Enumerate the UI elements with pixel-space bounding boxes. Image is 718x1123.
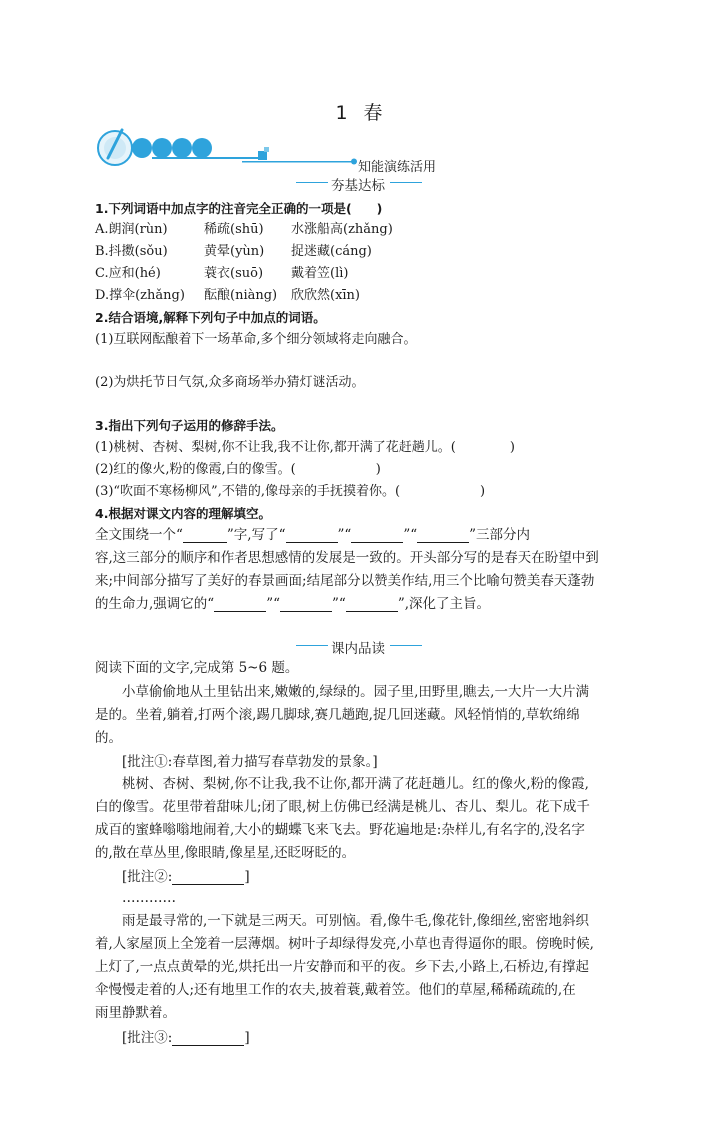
passage-line: 小草偷偷地从土里钻出来,嫩嫩的,绿绿的。园子里,田野里,瞧去,一大片一大片满 — [122, 684, 589, 700]
q2-item-2: (2)为烘托节日气氛,众多商场举办猜灯谜活动。 — [95, 375, 365, 390]
fill-blank[interactable] — [286, 529, 338, 543]
q2-item-1: (1)互联网酝酿着下一场革命,多个细分领域将走向融合。 — [95, 332, 417, 347]
passage-line: 伞慢慢走着的人;还有地里工作的农夫,披着蓑,戴着笠。他们的草屋,稀稀疏疏的,在 — [95, 982, 576, 998]
q4-stem: 4.根据对课文内容的理解填空。 — [95, 506, 271, 521]
q4-line-4: 的生命力,强调它的“ ”“ ”“ ”,深化了主旨。 — [95, 596, 491, 612]
q3-stem: 3.指出下列句子运用的修辞手法。 — [95, 418, 284, 433]
q3-item-3: (3)“吹面不寒杨柳风”,不错的,像母亲的手抚摸着你。( ) — [95, 484, 486, 499]
fill-blank[interactable] — [351, 529, 403, 543]
passage-line: 白的像雪。花里带着甜味儿;闭了眼,树上仿佛已经满是桃儿、杏儿、梨儿。花下成千 — [95, 799, 590, 815]
section-rule-right — [390, 182, 422, 183]
fill-blank[interactable] — [280, 598, 332, 612]
section-rule-left — [296, 645, 328, 646]
section-title-reading: 课内品读 — [331, 641, 385, 657]
passage-line: 是的。坐着,躺着,打两个滚,踢几脚球,赛几趟跑,捉几回迷藏。风轻悄悄的,草软绵绵 — [95, 707, 580, 723]
section-rule-right — [390, 645, 422, 646]
q2-stem: 2.结合语境,解释下列句子中加点的词语。 — [95, 310, 326, 325]
passage-line: 上灯了,一点点黄晕的光,烘托出一片安静而和平的夜。乡下去,小路上,石桥边,有撑起 — [95, 959, 589, 975]
annotation-2: [批注②: ] — [122, 869, 250, 885]
fill-blank[interactable] — [214, 598, 266, 612]
section-title-basics: 夯基达标 — [331, 178, 385, 194]
annotation-1: [批注①:春草图,着力描写春草勃发的景象。] — [122, 754, 378, 770]
annotation-blank[interactable] — [172, 1032, 244, 1046]
fill-blank[interactable] — [183, 529, 227, 543]
q1-stem: 1.下列词语中加点字的注音完全正确的一项是( ) — [95, 201, 383, 216]
passage-line: 雨是最寻常的,一下就是三两天。可别恼。看,像牛毛,像花针,像细丝,密密地斜织 — [122, 913, 589, 929]
lesson-name: 春 — [363, 102, 383, 124]
q4-line-1: 全文围绕一个“ ”字,写了“ ”“ ”“ ”三部分内 — [95, 527, 531, 543]
q4-line-2: 容,这三部分的顺序和作者思想感情的发展是一致的。开头部分写的是春天在盼望中到 — [95, 550, 599, 566]
ellipsis: ………… — [122, 890, 176, 906]
passage-line: 桃树、杏树、梨树,你不让我,我不让你,都开满了花赶趟儿。红的像火,粉的像霞, — [122, 776, 589, 792]
annotation-blank[interactable] — [172, 871, 244, 885]
passage-line: 的,散在草丛里,像眼睛,像星星,还眨呀眨的。 — [95, 845, 356, 861]
passage-line: 雨里静默着。 — [95, 1005, 176, 1021]
annotation-3: [批注③: ] — [122, 1030, 250, 1046]
lesson-number: 1 — [335, 102, 348, 124]
reading-intro: 阅读下面的文字,完成第 5~6 题。 — [95, 660, 299, 676]
passage-line: 的。 — [95, 730, 122, 746]
passage-line: 成百的蜜蜂嗡嗡地闹着,大小的蝴蝶飞来飞去。野花遍地是:杂样儿,有名字的,没名字 — [95, 822, 585, 838]
q3-item-2: (2)红的像火,粉的像霞,白的像雪。( ) — [95, 462, 381, 477]
banner-label: 知能演练活用 — [358, 160, 437, 175]
fill-blank[interactable] — [346, 598, 398, 612]
section-rule-left — [296, 182, 328, 183]
passage-line: 着,人家屋顶上全笼着一层薄烟。树叶子却绿得发亮,小草也青得逼你的眼。傍晚时候, — [95, 936, 594, 952]
q3-item-1: (1)桃树、杏树、梨树,你不让我,我不让你,都开满了花赶趟儿。( ) — [95, 440, 515, 455]
q4-line-3: 来;中间部分描写了美好的春景画面;结尾部分以赞美作结,用三个比喻句赞美春天蓬勃 — [95, 573, 595, 589]
fill-blank[interactable] — [417, 529, 469, 543]
